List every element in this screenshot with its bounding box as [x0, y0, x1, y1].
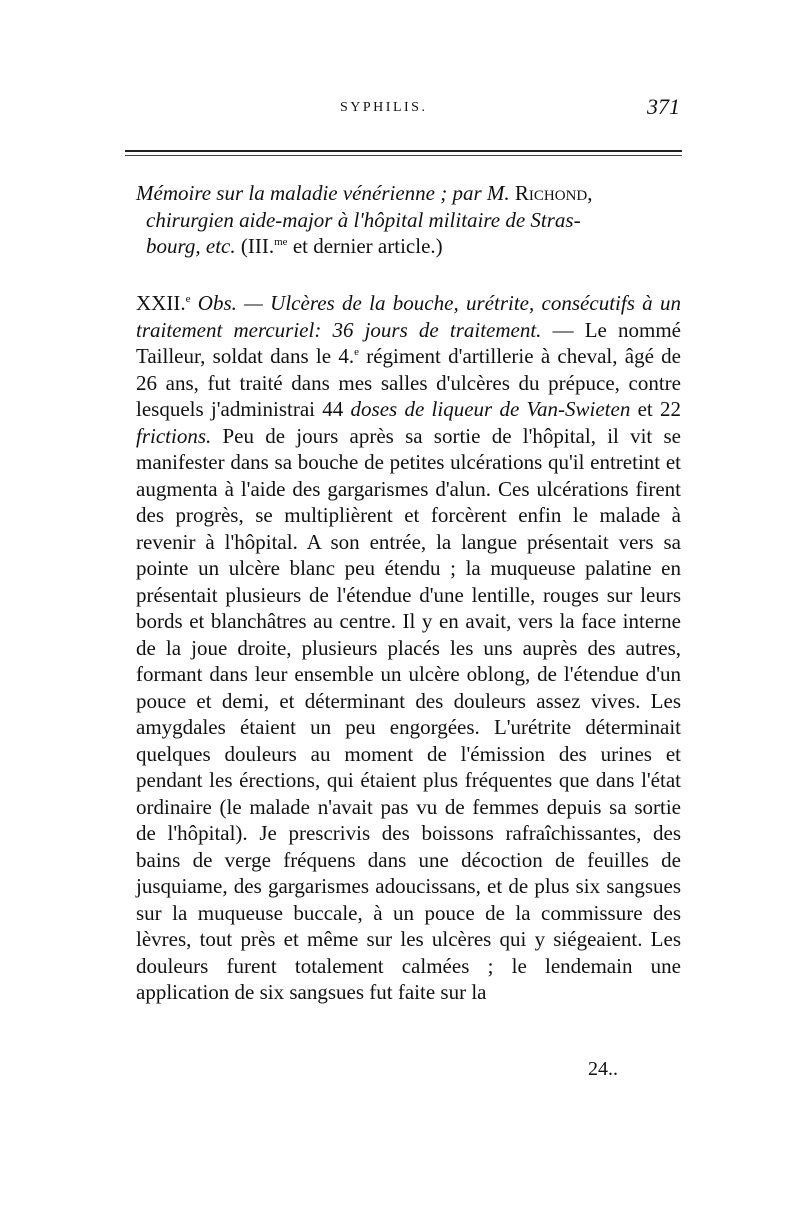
article-heading — [136, 180, 681, 260]
heading-article-prefix: (III. — [240, 234, 275, 258]
heading-line-3 — [136, 233, 681, 260]
observation-number: XXII. — [136, 291, 186, 315]
observation-number-sup: e — [185, 293, 191, 305]
observation-italic-2: doses de liqueur de Van-Swieten — [350, 397, 631, 421]
heading-article-sup: me — [274, 236, 288, 248]
heading-author: Richond — [514, 181, 588, 205]
heading-article-suffix: et dernier article.) — [287, 234, 443, 258]
observation-body-2: régiment d'artillerie à cheval, âgé de 26 ans, fut traité dans mes salles d'ulcères du prépuce, contre lesquels j'administrai 44 — [136, 344, 681, 421]
heading-place: bourg, etc. — [146, 234, 236, 258]
heading-line-2: chirurgien aide-major à l'hôpital militaire de Stras- — [146, 207, 581, 232]
observation-body-1: — Le nommé Tailleur, soldat dans le 4. — [136, 317, 681, 368]
header-rule — [125, 150, 682, 152]
observation-xxii — [136, 290, 681, 1006]
observation-body-4: Peu de jours après sa sortie de l'hôpital, il vit se manifester dans sa bouche de petites ulcérations qu'il entretint et augmenta à l'aide des gargarismes d'alun. Ces ulcérations firent des progrès, se multiplièrent et forcèrent enfin le malade à revenir à l'hôpital. A son entrée, la langue présentait vers sa pointe un ulcère blanc peu étendu ; la muqueuse palatine en présentait plusieurs de l'étendue d'une lentille, rouges sur leurs bords et blanchâtres au centre. Il y en avait, vers la face interne de la joue droite, plusieurs placés les uns auprès des autres, formant dans leur ensemble un ulcère oblong, de l'étendue d'un pouce et demi, et déterminant des douleurs assez vives. Les amygdales étaient un peu engorgées. L'urétrite déterminait quelques douleurs au moment de l'émission des urines et pendant les érections, qui étaient plus fréquentes que dans l'état ordinaire (le malade n'avait pas vu de femmes depuis sa sortie de l'hôpital). Je prescrivis des boissons rafraîchissantes, des bains de verge fréquens dans une décoction de feuilles de jusquiame, des gargarismes adoucissans, et de plus six sangsues sur la muqueuse buccale, à un pouce de la commissure des lèvres, tout près et même sur les ulcères qui y siégeaient. Les douleurs furent totalement calmées ; le lendemain une application de six sangsues fut faite sur la — [136, 423, 681, 1004]
running-title: SYPHILIS. — [340, 100, 428, 115]
running-head — [140, 94, 680, 130]
observation-italic-3: frictions. — [136, 423, 212, 448]
signature-mark: 24.. — [588, 1058, 618, 1080]
observation-paragraph — [136, 290, 681, 1006]
heading-title: Mémoire sur la maladie vénérienne ; par M. — [136, 181, 510, 205]
page-number: 371 — [647, 94, 680, 119]
header-rule-thin — [125, 155, 682, 156]
observation-body-3: et 22 — [630, 397, 682, 421]
observation-title: Obs. — Ulcères de la bouche, urétrite, consécutifs à un traitement mercuriel: 36 jours de traitement. — [136, 291, 681, 342]
heading-line-1: Mémoire sur la maladie vénérienne ; par M. Richond, — [136, 181, 593, 205]
observation-sup-1: e — [354, 346, 359, 358]
